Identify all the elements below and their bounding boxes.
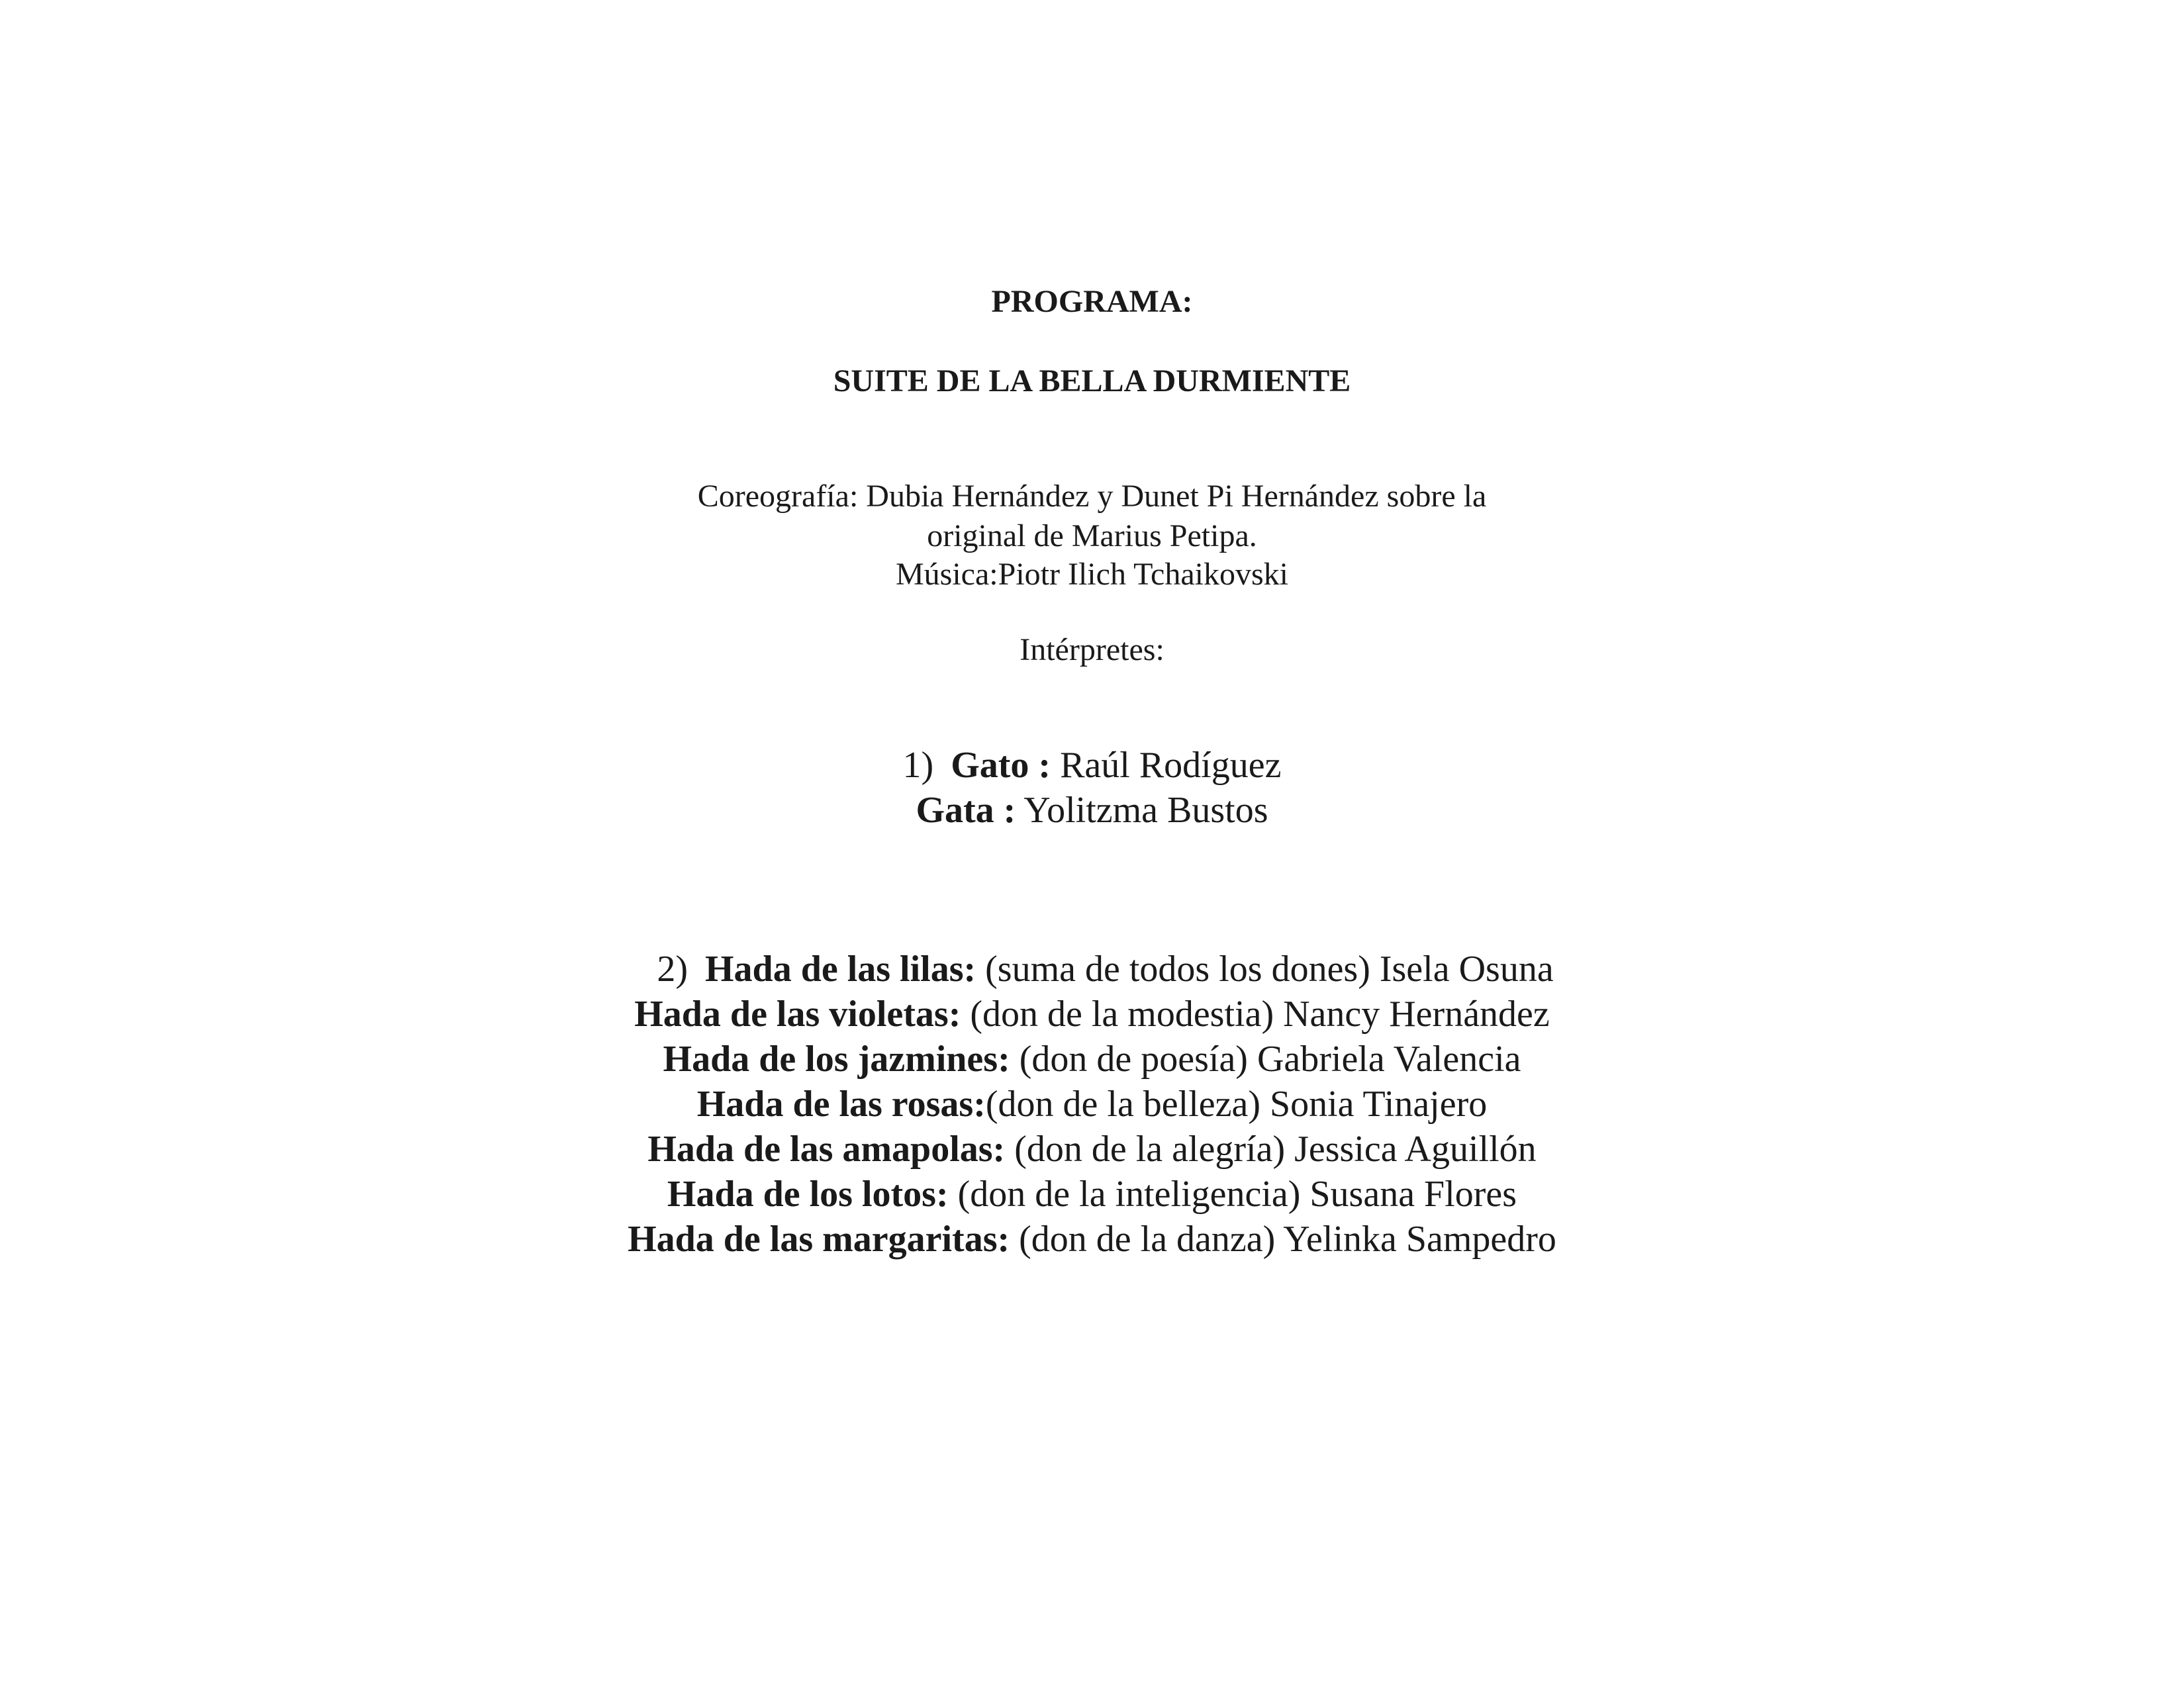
cast-line-gata — [0, 788, 2184, 833]
role-name: Hada de las lilas: — [704, 949, 976, 990]
role-detail: (don de la danza) Yelinka Sampedro — [1010, 1219, 1556, 1260]
cast-line-lotos — [0, 1172, 2184, 1217]
role-name: Hada de las rosas: — [696, 1084, 986, 1125]
role-detail: (suma de todos los dones) Isela Osuna — [976, 949, 1554, 990]
cast-line-rosas — [0, 1082, 2184, 1127]
section-number: 1) — [902, 745, 934, 786]
cast-line-jazmines — [0, 1037, 2184, 1082]
cast-line-violetas — [0, 992, 2184, 1037]
role-name: Gato : — [951, 745, 1051, 786]
role-name: Hada de los lotos: — [667, 1174, 949, 1215]
program-heading: PROGRAMA: — [991, 284, 1193, 319]
cast-line-lilas — [0, 947, 2184, 992]
role-detail: (don de poesía) Gabriela Valencia — [1010, 1039, 1521, 1080]
role-name: Hada de las margaritas: — [628, 1219, 1010, 1260]
performers-label: Intérpretes: — [1020, 632, 1164, 667]
music-credit: Música:Piotr Ilich Tchaikovski — [895, 557, 1288, 592]
role-name: Gata : — [916, 790, 1016, 831]
role-name: Hada de los jazmines: — [663, 1039, 1010, 1080]
cast-line-gato — [0, 743, 2184, 788]
cast-line-margaritas — [0, 1217, 2184, 1262]
role-name: Hada de las amapolas: — [647, 1129, 1006, 1170]
role-detail: (don de la belleza) Sonia Tinajero — [985, 1084, 1488, 1125]
role-detail: (don de la modestia) Nancy Hernández — [961, 994, 1550, 1035]
choreography-credit: Coreografía: Dubia Hernández y Dunet Pi Hernández sobre la — [697, 479, 1487, 514]
role-detail: (don de la inteligencia) Susana Flores — [948, 1174, 1517, 1215]
performer-name: Yolitzma Bustos — [1016, 790, 1268, 831]
original-credit: original de Marius Petipa. — [927, 518, 1257, 553]
role-name: Hada de las violetas: — [634, 994, 961, 1035]
performer-name: Raúl Rodíguez — [1051, 745, 1282, 786]
cast-line-amapolas — [0, 1127, 2184, 1172]
section-number: 2) — [657, 949, 688, 990]
suite-title: SUITE DE LA BELLA DURMIENTE — [833, 363, 1351, 399]
role-detail: (don de la alegría) Jessica Aguillón — [1005, 1129, 1537, 1170]
